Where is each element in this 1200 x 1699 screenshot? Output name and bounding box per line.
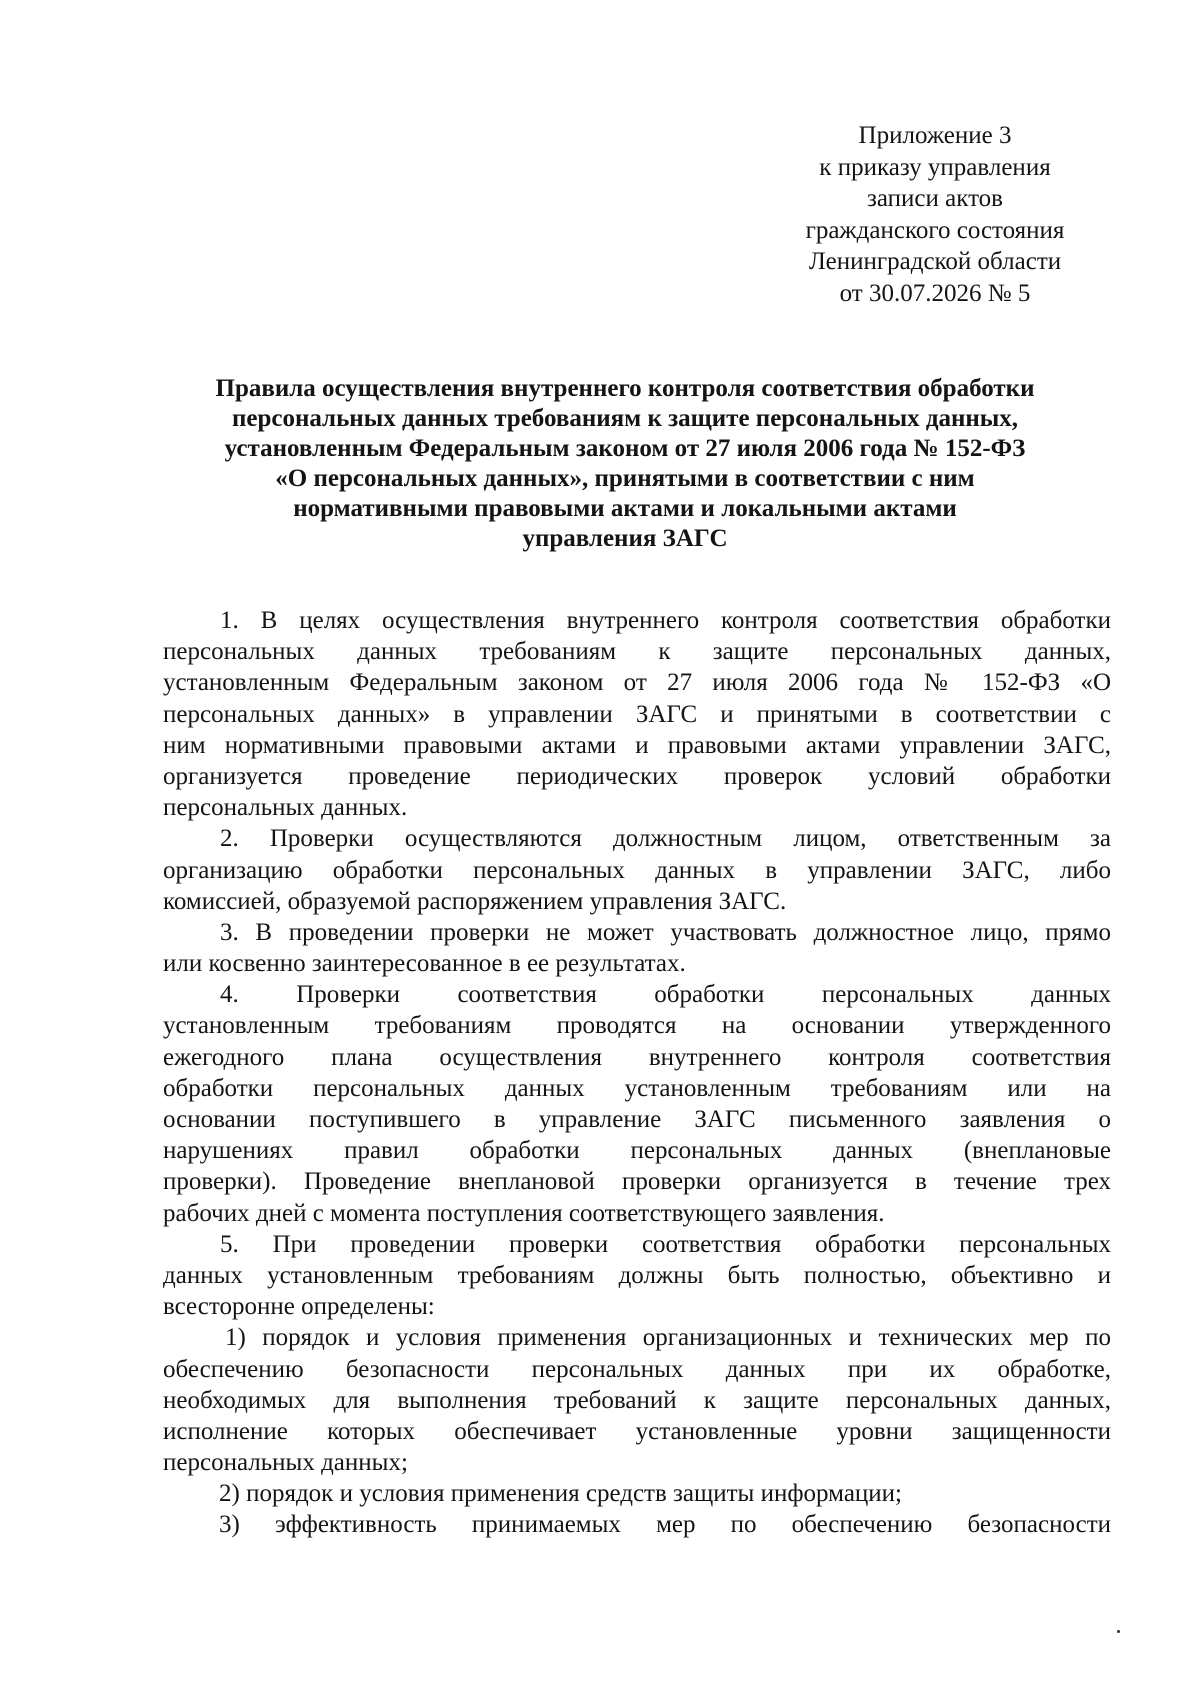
text-line: 3) эффективность принимаемых мер по обеспечению безопасности bbox=[219, 1511, 1111, 1539]
text-line: или косвенно заинтересованное в ее результатах. bbox=[163, 950, 686, 978]
text-line: необходимых для выполнения требований к защите персональных данных, bbox=[163, 1386, 1111, 1414]
text-line: всесторонне определены: bbox=[163, 1293, 435, 1321]
list-item-1 bbox=[163, 1322, 1111, 1478]
title-line: установленным Федеральным законом от 27 июля 2006 года № 152-ФЗ bbox=[224, 435, 1026, 462]
scan-speck bbox=[1117, 1630, 1120, 1633]
text-line: персональных данных» в управлении ЗАГС и принятыми в соответствии с bbox=[163, 700, 1111, 728]
paragraph-4 bbox=[163, 979, 1111, 1229]
paragraph-1 bbox=[163, 605, 1111, 823]
paragraph-5 bbox=[163, 1229, 1111, 1323]
text-line: 1. В целях осуществления внутреннего контроля соответствия обработки bbox=[220, 607, 1111, 634]
list-item-3 bbox=[163, 1509, 1111, 1540]
text-line: основании поступившего в управление ЗАГС письменного заявления о bbox=[163, 1106, 1111, 1133]
text-line: 4. Проверки соответствия обработки персональных данных bbox=[220, 981, 1111, 1009]
title-line: «О персональных данных», принятыми в соответствии с ним bbox=[275, 465, 975, 492]
list-item-2 bbox=[163, 1478, 1111, 1509]
text-line: нарушениях правил обработки персональных данных (внеплановые bbox=[163, 1137, 1111, 1165]
text-line: обработки персональных данных установленным требованиям или на bbox=[163, 1074, 1111, 1102]
text-line: организуется проведение периодических проверок условий обработки bbox=[163, 762, 1111, 790]
annex-line: Приложение 3 bbox=[858, 122, 1012, 149]
document-body bbox=[163, 605, 1111, 1541]
text-line: исполнение которых обеспечивает установленные уровни защищенности bbox=[163, 1417, 1111, 1445]
title-line: персональных данных требованиям к защите персональных данных, bbox=[231, 405, 1019, 432]
text-line: персональных данных требованиям к защите персональных данных, bbox=[163, 638, 1111, 666]
text-line: установленным Федеральным законом от 27 июля 2006 года № 152-ФЗ «О bbox=[163, 669, 1111, 697]
text-line: рабочих дней с момента поступления соответствующего заявления. bbox=[163, 1199, 885, 1227]
text-line: комиссией, образуемой распоряжением управления ЗАГС. bbox=[163, 887, 787, 915]
text-line: 3. В проведении проверки не может участвовать должностное лицо, прямо bbox=[220, 918, 1111, 946]
text-line: 5. При проведении проверки соответствия обработки персональных bbox=[220, 1230, 1111, 1258]
text-line: персональных данных. bbox=[163, 794, 408, 822]
text-line: проверки). Проведение внеплановой проверки организуется в течение трех bbox=[163, 1168, 1111, 1196]
paragraph-3 bbox=[163, 917, 1111, 979]
text-line: ежегодного плана осуществления внутреннего контроля соответствия bbox=[163, 1043, 1111, 1071]
text-line: данных установленным требованиям должны быть полностью, объективно и bbox=[163, 1261, 1111, 1289]
text-line: 2) порядок и условия применения средств защиты информации; bbox=[219, 1480, 902, 1508]
text-line: 1) порядок и условия применения организационных и технических мер по bbox=[225, 1324, 1111, 1352]
annex-header bbox=[770, 120, 1100, 309]
text-line: обеспечению безопасности персональных данных при их обработке, bbox=[163, 1355, 1111, 1383]
annex-line: гражданского состояния bbox=[805, 216, 1065, 244]
title-line: Правила осуществления внутреннего контроля соответствия обработки bbox=[215, 375, 1035, 402]
text-line: 2. Проверки осуществляются должностным лицом, ответственным за bbox=[220, 825, 1111, 853]
annex-line: от 30.07.2026 № 5 bbox=[839, 279, 1031, 307]
document-title bbox=[160, 374, 1090, 554]
title-line: управления ЗАГС bbox=[522, 525, 728, 552]
title-line: нормативными правовыми актами и локальными актами bbox=[293, 495, 957, 522]
text-line: организацию обработки персональных данных в управлении ЗАГС, либо bbox=[163, 856, 1111, 884]
text-line: ним нормативными правовыми актами и правовыми актами управлении ЗАГС, bbox=[163, 731, 1111, 759]
text-line: персональных данных; bbox=[163, 1449, 408, 1477]
text-line: установленным требованиям проводятся на основании утвержденного bbox=[163, 1012, 1111, 1040]
annex-line: записи актов bbox=[867, 185, 1003, 212]
annex-line: Ленинградской области bbox=[808, 248, 1062, 275]
annex-line: к приказу управления bbox=[819, 153, 1051, 181]
paragraph-2 bbox=[163, 823, 1111, 917]
